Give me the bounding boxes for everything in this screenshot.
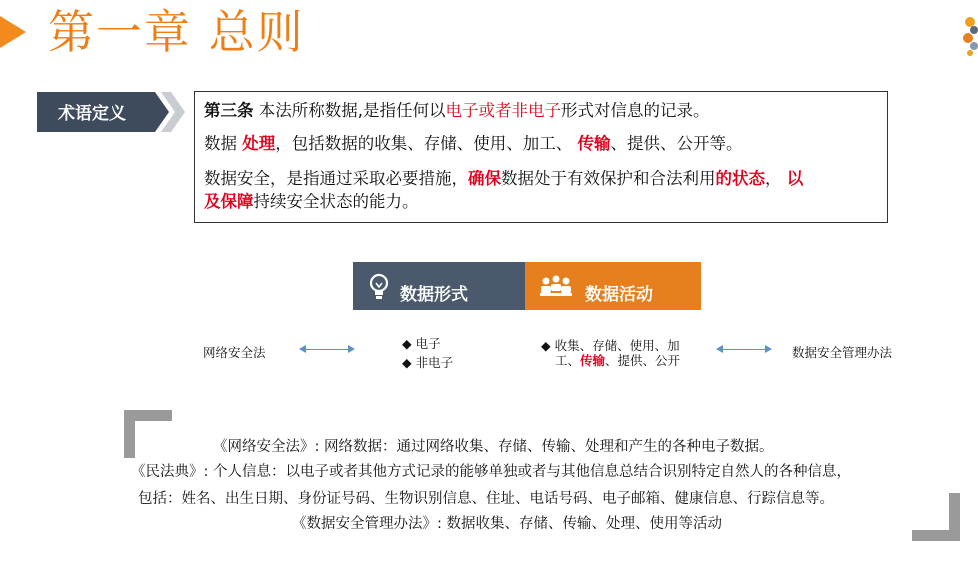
quote-civil-code: 《民法典》: 个人信息：以电子或者其他方式记录的能够单独或者与其他信息总结合识别特定自然人的各种信息， [131, 464, 851, 480]
badge-label: 术语定义 [58, 104, 126, 124]
activity-highlight: 传输 [580, 353, 606, 368]
cybersecurity-law-label: 网络安全法 [203, 345, 266, 360]
bracket-top-left [124, 410, 135, 458]
def-highlight: 传输 [577, 134, 611, 153]
def-highlight: 确保 [468, 169, 501, 188]
page-title: 第一章 总则 [48, 5, 305, 59]
def-highlight: 处理 [242, 134, 276, 153]
def-text: 形式对信息的记录。 [561, 101, 710, 120]
definition-line-3 [204, 165, 803, 189]
def-text: ， [765, 169, 787, 188]
def-text: 持续安全状态的能力。 [253, 192, 419, 211]
definition-line-1 [204, 97, 710, 121]
arrow-right-icon [765, 345, 772, 353]
activity-text: 、提供、公开 [605, 353, 681, 368]
form-item-electronic: ◆ 电子 [402, 336, 441, 351]
quote-cybersecurity-law: 《网络安全法》: 网络数据：通过网络收集、存储、传输、处理和产生的各种电子数据。 [213, 439, 774, 455]
arrow-right-icon [348, 345, 355, 353]
def-highlight: 及保障 [204, 192, 254, 211]
data-security-management-label: 数据安全管理办法 [792, 345, 893, 360]
def-highlight: 的状态 [715, 169, 765, 188]
def-text: 数据 [204, 134, 243, 153]
double-arrow-line [305, 349, 349, 350]
quote-data-security-measures: 《数据安全管理办法》: 数据收集、存储、传输、处理、使用等活动 [292, 516, 722, 532]
def-text: 、提供、公开等。 [610, 134, 743, 153]
data-activity-label: 数据活动 [585, 285, 653, 305]
definition-line-4 [204, 188, 419, 212]
double-arrow-line [722, 349, 766, 350]
activity-text: 工、 [555, 353, 581, 368]
logo-icon [956, 8, 978, 58]
def-highlight: 以 [786, 169, 804, 188]
form-item-non-electronic: ◆ 非电子 [402, 355, 454, 370]
def-text: 数据处于有效保护和合法利用 [501, 169, 716, 188]
def-text: ，包括数据的收集、存储、使用、加工、 [275, 134, 578, 153]
def-text: 数据安全，是指通过采取必要措施， [204, 169, 468, 188]
definition-line-2 [204, 130, 743, 154]
activity-line-1: ◆ 收集、存储、使用、加 [541, 338, 680, 353]
quote-civil-code-cont: 包括：姓名、出生日期、身份证号码、生物识别信息、住址、电话号码、电子邮箱、健康信息、行踪信息等。 [138, 491, 834, 507]
lightbulb-icon [367, 272, 391, 302]
article-label: 第三条 [204, 101, 254, 120]
bracket-bottom-right [949, 493, 960, 541]
def-highlight: 电子或者非电子 [445, 101, 561, 120]
data-form-label: 数据形式 [400, 285, 468, 305]
people-meeting-icon [538, 274, 574, 300]
def-text: 本法所称数据,是指任何以 [253, 101, 446, 120]
activity-line-2 [555, 351, 680, 369]
title-arrow-icon [0, 16, 26, 48]
